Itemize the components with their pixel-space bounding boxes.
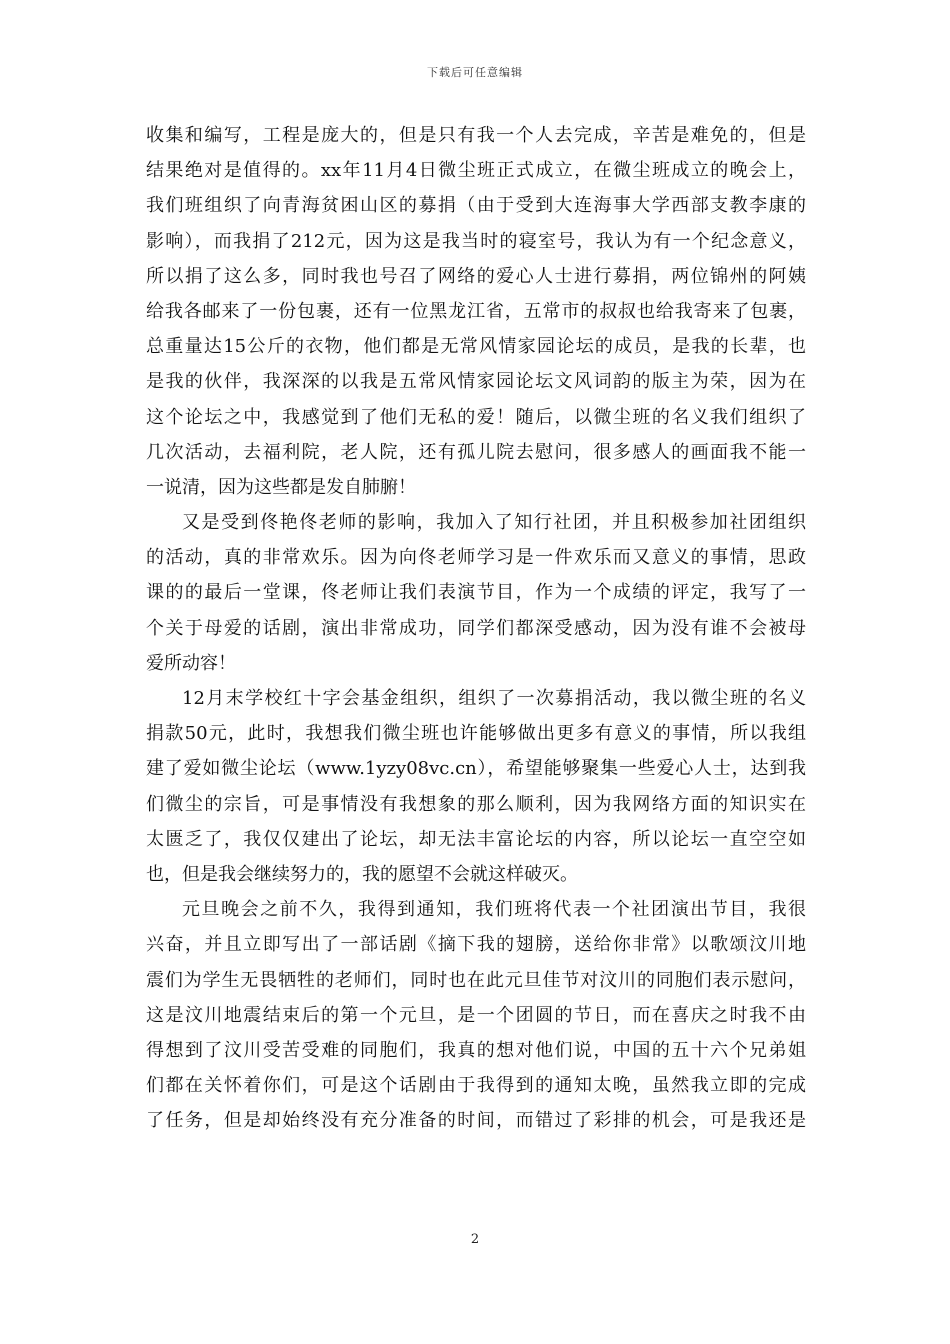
text-line: 影响），而我捐了212元，因为这是我当时的寝室号，我认为有一个纪念意义， xyxy=(146,230,806,252)
text-line: 收集和编写，工程是庞大的，但是只有我一个人去完成，辛苦是难免的，但是 xyxy=(146,125,806,146)
page-header: 下载后可任意编辑 xyxy=(427,66,523,79)
text-line: 爱所动容！ xyxy=(146,652,236,674)
text-line: 得想到了汶川受苦受难的同胞们，我真的想对他们说，中国的五十六个兄弟姐 xyxy=(146,1039,806,1061)
text-line: 元旦晚会之前不久，我得到通知，我们班将代表一个社团演出节目，我很 xyxy=(182,899,806,921)
paragraph-1 xyxy=(146,118,806,505)
text-line: 又是受到佟艳佟老师的影响，我加入了知行社团，并且积极参加社团组织 xyxy=(182,512,806,534)
paragraph-2 xyxy=(146,505,806,681)
text-line: 我们班组织了向青海贫困山区的募捐（由于受到大连海事大学西部支教李康的 xyxy=(146,195,806,217)
text-line: 这个论坛之中，我感觉到了他们无私的爱！随后，以微尘班的名义我们组织了 xyxy=(146,406,806,428)
paragraph-3 xyxy=(146,681,806,892)
text-line: 是我的伙伴，我深深的以我是五常风情家园论坛文风词韵的版主为荣，因为在 xyxy=(146,371,806,393)
text-line: 12月末学校红十字会基金组织，组织了一次募捐活动，我以微尘班的名义 xyxy=(182,688,806,709)
text-line: 所以捐了这么多，同时我也号召了网络的爱心人士进行募捐，两位锦州的阿姨 xyxy=(146,265,806,287)
text-line: 兴奋，并且立即写出了一部话剧《摘下我的翅膀，送给你非常》以歌颂汶川地 xyxy=(146,934,806,956)
text-line: 几次活动，去福利院，老人院，还有孤儿院去慰问，很多感人的画面我不能一 xyxy=(146,441,806,463)
text-line: 捐款50元，此时，我想我们微尘班也许能够做出更多有意义的事情，所以我组 xyxy=(146,723,806,745)
text-line: 太匮乏了，我仅仅建出了论坛，却无法丰富论坛的内容，所以论坛一直空空如 xyxy=(146,828,806,850)
text-line: 震们为学生无畏牺牲的老师们，同时也在此元旦佳节对汶川的同胞们表示慰问， xyxy=(146,969,806,991)
text-line: 课的的最后一堂课，佟老师让我们表演节目，作为一个成绩的评定，我写了一 xyxy=(146,582,806,604)
text-line: 一说清，因为这些都是发自肺腑！ xyxy=(146,476,416,498)
text-line: 给我各邮来了一份包裹，还有一位黑龙江省，五常市的叔叔也给我寄来了包裹， xyxy=(146,300,806,322)
text-line: 们微尘的宗旨，可是事情没有我想象的那么顺利，因为我网络方面的知识实在 xyxy=(146,793,806,815)
text-line: 总重量达15公斤的衣物，他们都是无常风情家园论坛的成员，是我的长辈，也 xyxy=(146,336,806,358)
text-line: 了任务，但是却始终没有充分准备的时间，而错过了彩排的机会，可是我还是 xyxy=(146,1110,806,1132)
page-number: 2 xyxy=(470,1232,480,1247)
text-line: 建了爱如微尘论坛（www.1yzy08vc.cn），希望能够聚集一些爱心人士，达到我 xyxy=(146,758,806,780)
document-body xyxy=(146,118,806,1138)
text-line: 结果绝对是值得的。xx年11月4日微尘班正式成立，在微尘班成立的晚会上， xyxy=(146,160,806,182)
text-line: 这是汶川地震结束后的第一个元旦，是一个团圆的节日，而在喜庆之时我不由 xyxy=(146,1004,806,1026)
paragraph-4 xyxy=(146,892,806,1138)
text-line: 个关于母爱的话剧，演出非常成功，同学们都深受感动，因为没有谁不会被母 xyxy=(146,617,806,639)
text-line: 的活动，真的非常欢乐。因为向佟老师学习是一件欢乐而又意义的事情，思政 xyxy=(146,547,806,569)
text-line: 们都在关怀着你们，可是这个话剧由于我得到的通知太晚，虽然我立即的完成 xyxy=(146,1075,806,1097)
text-line: 也，但是我会继续努力的，我的愿望不会就这样破灭。 xyxy=(146,863,578,885)
